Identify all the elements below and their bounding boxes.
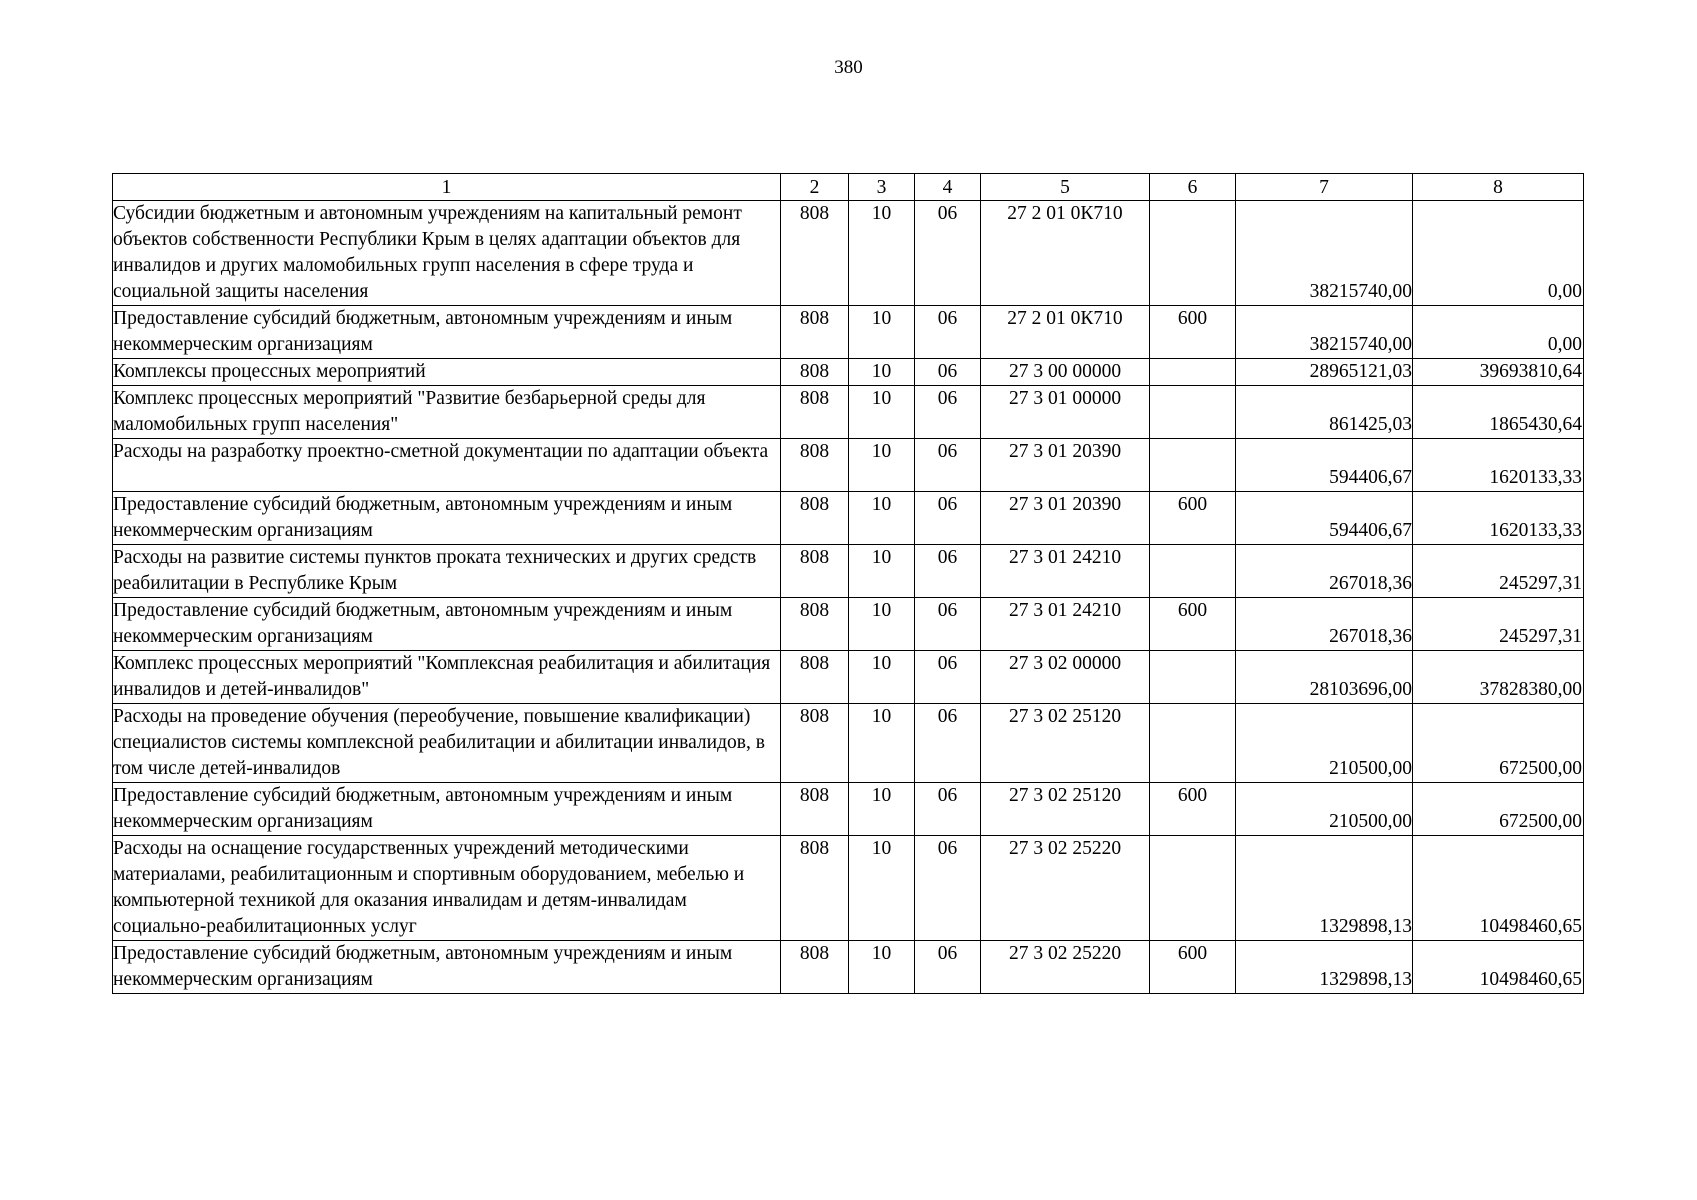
cell-section: 10 — [849, 598, 915, 651]
row-description: Комплексы процессных мероприятий — [113, 359, 781, 386]
cell-section: 10 — [849, 386, 915, 439]
cell-amount-col8: 10498460,65 — [1413, 941, 1584, 994]
table-row — [113, 359, 1584, 386]
cell-subsection: 06 — [915, 598, 981, 651]
cell-subsection: 06 — [915, 704, 981, 783]
cell-amount-col8: 37828380,00 — [1413, 651, 1584, 704]
table-row — [113, 201, 1584, 306]
cell-target-code: 27 3 02 25220 — [981, 836, 1150, 941]
table-row — [113, 783, 1584, 836]
cell-expense-type — [1150, 651, 1236, 704]
cell-target-code: 27 3 00 00000 — [981, 359, 1150, 386]
row-description: Предоставление субсидий бюджетным, автономным учреждениям и иным некоммерческим организациям — [113, 492, 781, 545]
column-header: 7 — [1236, 174, 1413, 201]
cell-section: 10 — [849, 201, 915, 306]
cell-amount-col8: 0,00 — [1413, 201, 1584, 306]
cell-subsection: 06 — [915, 201, 981, 306]
cell-subsection: 06 — [915, 306, 981, 359]
cell-target-code: 27 3 01 24210 — [981, 545, 1150, 598]
cell-admin-code: 808 — [781, 941, 849, 994]
row-description: Расходы на развитие системы пунктов проката технических и других средств реабилитации в Республике Крым — [113, 545, 781, 598]
cell-section: 10 — [849, 836, 915, 941]
cell-amount-col7: 267018,36 — [1236, 545, 1413, 598]
cell-section: 10 — [849, 704, 915, 783]
row-description: Расходы на оснащение государственных учреждений методическими материалами, реабилитационным и спортивным оборудованием, мебелью и компьютерной техникой для оказания инвалидам и детям-инвалидам социально-реабилитационных услуг — [113, 836, 781, 941]
row-description: Расходы на разработку проектно-сметной документации по адаптации объекта — [113, 439, 781, 492]
column-header: 8 — [1413, 174, 1584, 201]
cell-expense-type — [1150, 439, 1236, 492]
table-row — [113, 545, 1584, 598]
cell-expense-type — [1150, 704, 1236, 783]
cell-amount-col8: 1620133,33 — [1413, 439, 1584, 492]
cell-expense-type: 600 — [1150, 306, 1236, 359]
cell-amount-col7: 1329898,13 — [1236, 941, 1413, 994]
cell-expense-type — [1150, 386, 1236, 439]
cell-amount-col7: 1329898,13 — [1236, 836, 1413, 941]
cell-section: 10 — [849, 359, 915, 386]
cell-admin-code: 808 — [781, 783, 849, 836]
column-header: 1 — [113, 174, 781, 201]
page-number: 380 — [834, 57, 863, 78]
cell-target-code: 27 2 01 0К710 — [981, 306, 1150, 359]
cell-expense-type — [1150, 359, 1236, 386]
column-header: 6 — [1150, 174, 1236, 201]
cell-section: 10 — [849, 492, 915, 545]
table-row — [113, 598, 1584, 651]
cell-admin-code: 808 — [781, 545, 849, 598]
cell-amount-col8: 1865430,64 — [1413, 386, 1584, 439]
cell-amount-col8: 0,00 — [1413, 306, 1584, 359]
cell-amount-col7: 594406,67 — [1236, 439, 1413, 492]
row-description: Предоставление субсидий бюджетным, автономным учреждениям и иным некоммерческим организациям — [113, 306, 781, 359]
row-description: Предоставление субсидий бюджетным, автономным учреждениям и иным некоммерческим организациям — [113, 941, 781, 994]
cell-subsection: 06 — [915, 836, 981, 941]
cell-expense-type: 600 — [1150, 598, 1236, 651]
cell-expense-type: 600 — [1150, 783, 1236, 836]
table-row — [113, 386, 1584, 439]
table-row — [113, 836, 1584, 941]
cell-admin-code: 808 — [781, 201, 849, 306]
cell-amount-col7: 861425,03 — [1236, 386, 1413, 439]
cell-target-code: 27 3 01 20390 — [981, 492, 1150, 545]
cell-target-code: 27 3 01 24210 — [981, 598, 1150, 651]
column-header: 4 — [915, 174, 981, 201]
cell-subsection: 06 — [915, 651, 981, 704]
table-header-row — [113, 174, 1584, 201]
cell-admin-code: 808 — [781, 704, 849, 783]
table-row — [113, 651, 1584, 704]
cell-amount-col8: 1620133,33 — [1413, 492, 1584, 545]
cell-amount-col7: 594406,67 — [1236, 492, 1413, 545]
row-description: Предоставление субсидий бюджетным, автономным учреждениям и иным некоммерческим организациям — [113, 598, 781, 651]
column-header: 2 — [781, 174, 849, 201]
table-row — [113, 439, 1584, 492]
cell-amount-col8: 672500,00 — [1413, 783, 1584, 836]
row-description: Расходы на проведение обучения (переобучение, повышение квалификации) специалистов системы комплексной реабилитации и абилитации инвалидов, в том числе детей-инвалидов — [113, 704, 781, 783]
cell-amount-col7: 267018,36 — [1236, 598, 1413, 651]
cell-subsection: 06 — [915, 359, 981, 386]
cell-section: 10 — [849, 306, 915, 359]
cell-subsection: 06 — [915, 386, 981, 439]
row-description: Комплекс процессных мероприятий "Развитие безбарьерной среды для маломобильных групп населения" — [113, 386, 781, 439]
column-header: 3 — [849, 174, 915, 201]
table-row — [113, 941, 1584, 994]
cell-admin-code: 808 — [781, 359, 849, 386]
cell-amount-col7: 210500,00 — [1236, 704, 1413, 783]
cell-admin-code: 808 — [781, 598, 849, 651]
cell-amount-col8: 245297,31 — [1413, 545, 1584, 598]
budget-table — [112, 173, 1584, 994]
table-row — [113, 306, 1584, 359]
cell-section: 10 — [849, 439, 915, 492]
cell-target-code: 27 3 01 20390 — [981, 439, 1150, 492]
cell-expense-type — [1150, 201, 1236, 306]
cell-expense-type: 600 — [1150, 941, 1236, 994]
cell-section: 10 — [849, 783, 915, 836]
cell-target-code: 27 3 02 25220 — [981, 941, 1150, 994]
cell-target-code: 27 3 01 00000 — [981, 386, 1150, 439]
cell-amount-col7: 38215740,00 — [1236, 306, 1413, 359]
cell-expense-type — [1150, 545, 1236, 598]
table-row — [113, 704, 1584, 783]
row-description: Предоставление субсидий бюджетным, автономным учреждениям и иным некоммерческим организациям — [113, 783, 781, 836]
cell-admin-code: 808 — [781, 836, 849, 941]
cell-admin-code: 808 — [781, 306, 849, 359]
cell-subsection: 06 — [915, 492, 981, 545]
cell-section: 10 — [849, 941, 915, 994]
cell-amount-col8: 245297,31 — [1413, 598, 1584, 651]
cell-target-code: 27 3 02 25120 — [981, 704, 1150, 783]
cell-target-code: 27 2 01 0К710 — [981, 201, 1150, 306]
table-row — [113, 492, 1584, 545]
cell-amount-col7: 38215740,00 — [1236, 201, 1413, 306]
cell-amount-col7: 28103696,00 — [1236, 651, 1413, 704]
cell-amount-col8: 39693810,64 — [1413, 359, 1584, 386]
cell-amount-col7: 210500,00 — [1236, 783, 1413, 836]
cell-expense-type — [1150, 836, 1236, 941]
cell-subsection: 06 — [915, 545, 981, 598]
cell-expense-type: 600 — [1150, 492, 1236, 545]
row-description: Комплекс процессных мероприятий "Комплексная реабилитация и абилитация инвалидов и детей-инвалидов" — [113, 651, 781, 704]
cell-target-code: 27 3 02 25120 — [981, 783, 1150, 836]
cell-section: 10 — [849, 651, 915, 704]
cell-section: 10 — [849, 545, 915, 598]
cell-admin-code: 808 — [781, 492, 849, 545]
column-header: 5 — [981, 174, 1150, 201]
cell-amount-col8: 672500,00 — [1413, 704, 1584, 783]
cell-subsection: 06 — [915, 783, 981, 836]
cell-target-code: 27 3 02 00000 — [981, 651, 1150, 704]
cell-admin-code: 808 — [781, 386, 849, 439]
cell-admin-code: 808 — [781, 439, 849, 492]
cell-subsection: 06 — [915, 439, 981, 492]
cell-subsection: 06 — [915, 941, 981, 994]
cell-amount-col7: 28965121,03 — [1236, 359, 1413, 386]
row-description: Субсидии бюджетным и автономным учреждениям на капитальный ремонт объектов собственности Республики Крым в целях адаптации объектов для инвалидов и других маломобильных групп населения в сфере труда и социальной защиты населения — [113, 201, 781, 306]
cell-admin-code: 808 — [781, 651, 849, 704]
cell-amount-col8: 10498460,65 — [1413, 836, 1584, 941]
